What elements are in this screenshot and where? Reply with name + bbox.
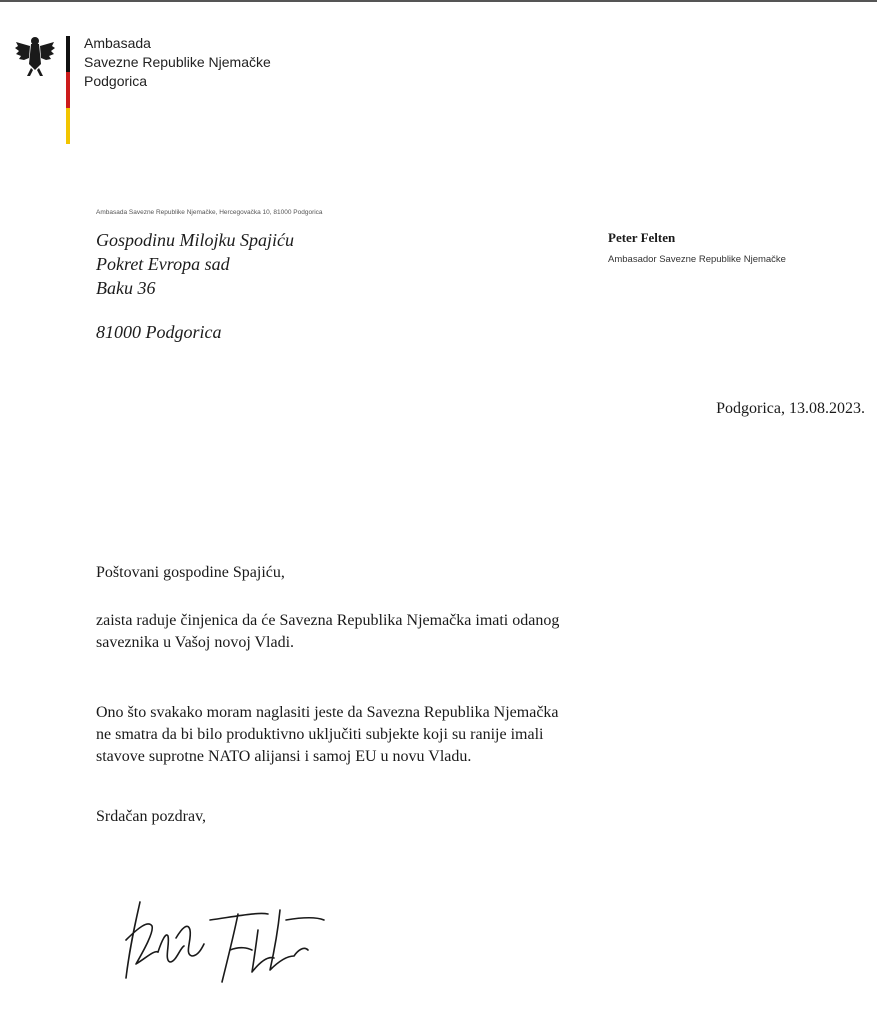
org-line: Podgorica [84,73,148,89]
flag-stripe-red [66,72,70,108]
recipient-line: Pokret Evropa sad [96,254,230,274]
org-line: Ambasada [84,35,151,51]
closing: Srdačan pozdrav, [96,808,207,825]
sender-name: Peter Felten [608,230,676,245]
recipient-line: Baku 36 [96,278,156,298]
sender-title: Ambasador Savezne Republike Njemačke [608,254,786,265]
federal-eagle-icon [14,34,56,78]
salutation: Poštovani gospodine Spajiću, [96,564,285,581]
top-border-line [0,0,877,2]
letter-body [96,562,796,828]
flag-stripe-gold [66,108,70,144]
org-line: Savezne Republike Njemačke [84,54,271,70]
recipient-address [96,228,294,344]
flag-stripe-black [66,36,70,72]
german-flag-bar [66,36,70,144]
handwritten-signature [118,890,358,990]
recipient-line: Gospodinu Milojku Spajiću [96,230,294,250]
body-paragraph: Ono što svakako moram naglasiti jeste da Savezna Republika Njemačka ne smatra da bi bilo produktivno uključiti subjekte koji su ranije imali stavove suprotne NATO alijansi i samoj EU u novu Vladu. [96,704,559,765]
letterhead-organization [84,34,271,91]
body-paragraph: zaista raduje činjenica da će Savezna Republika Njemačka imati odanog saveznika u Vašoj novoj Vladi. [96,612,560,651]
return-address: Ambasada Savezne Republike Njemačke, Hercegovačka 10, 81000 Podgorica [96,209,323,216]
letter-date: Podgorica, 13.08.2023. [716,400,865,417]
recipient-city: 81000 Podgorica [96,322,222,342]
sender-block [608,230,786,265]
